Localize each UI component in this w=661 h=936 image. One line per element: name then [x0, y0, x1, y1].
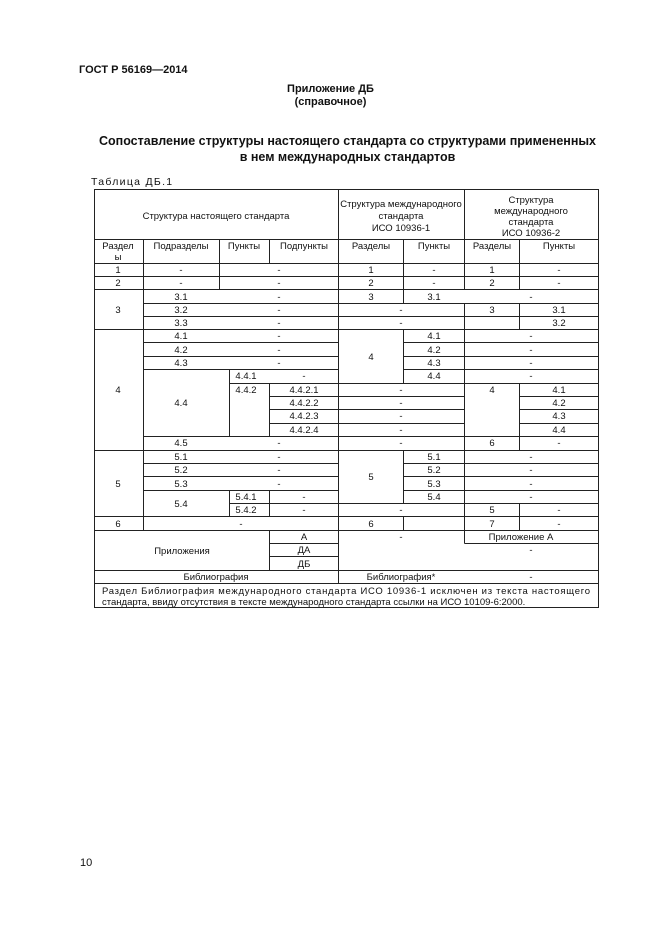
- s4-r43-iso1: 4.3: [427, 358, 441, 369]
- head-iso1-line3: ИСО 10936-1: [371, 223, 431, 234]
- s3-razdel: 3: [115, 305, 121, 316]
- s4-r4421-iso1: -: [399, 385, 403, 396]
- s1-iso2-razdel: 1: [489, 265, 495, 276]
- s6-razdel: 6: [115, 519, 121, 530]
- s2-iso2-razdel: 2: [489, 278, 495, 289]
- footnote-line-2: стандарта, ввиду отсутствия в тексте международного стандарта ссылки на ИСО 10109-6:2000.: [102, 597, 526, 608]
- s3-r31-iso2: -: [529, 292, 533, 303]
- s5-r52: 5.2: [174, 465, 188, 476]
- appendices-iso2: -: [529, 545, 533, 556]
- appendices-iso2-label: Приложение А: [488, 532, 554, 543]
- appendix-da: ДА: [297, 545, 311, 556]
- s3-r32: 3.2: [174, 305, 188, 316]
- head-iso2-line1: Структура: [508, 195, 554, 206]
- bibliography-iso1: Библиография*: [366, 572, 436, 583]
- bibliography-label: Библиография: [183, 572, 249, 583]
- s3-r32-iso1: -: [399, 305, 403, 316]
- iso1-sections: Разделы: [351, 241, 391, 252]
- appendices-iso1: -: [399, 532, 403, 543]
- s5-r53: 5.3: [174, 479, 188, 490]
- s6-iso1-razdel: 6: [368, 519, 374, 530]
- col-subclauses: Подпункты: [279, 241, 329, 252]
- s2-iso1-punkt: -: [432, 278, 436, 289]
- s1-razdel: 1: [115, 265, 121, 276]
- s4-r4423-iso2: 4.3: [552, 411, 566, 422]
- s4-r4424: 4.4.2.4: [289, 425, 319, 436]
- s5-r541-iso2: -: [529, 492, 533, 503]
- s4-r41-punkty: -: [277, 331, 281, 342]
- s5-r542-iso2-razdel: 5: [489, 505, 495, 516]
- s5-r53-iso2: -: [529, 479, 533, 490]
- s3-r32-iso2-punkt: 3.1: [552, 305, 566, 316]
- bibliography-iso2: -: [529, 572, 533, 583]
- s5-razdel: 5: [115, 479, 121, 490]
- s2-iso2-punkt: -: [557, 278, 561, 289]
- s4-r45-iso1: -: [399, 438, 403, 449]
- s5-r52-iso2: -: [529, 465, 533, 476]
- page-number: 10: [80, 857, 93, 869]
- s4-r4424-iso1: -: [399, 425, 403, 436]
- head-iso2-line4: ИСО 10936-2: [501, 228, 561, 239]
- s4-r441-punkty: -: [302, 371, 306, 382]
- head-structure-current: Структура настоящего стандарта: [142, 211, 290, 222]
- col-clauses: Пункты: [227, 241, 261, 252]
- s4-r4423: 4.4.2.3: [289, 411, 319, 422]
- s4-r43-iso2: -: [529, 358, 533, 369]
- s4-r4424-iso2: 4.4: [552, 425, 566, 436]
- s3-r31-iso1-razdel: 3: [368, 292, 374, 303]
- s3-r32-iso2-razdel: 3: [489, 305, 495, 316]
- s6-iso2-punkt: -: [557, 519, 561, 530]
- s4-r4422-iso2: 4.2: [552, 398, 566, 409]
- s5-r51-iso2: -: [529, 452, 533, 463]
- s3-r33: 3.3: [174, 318, 188, 329]
- s4-r441-iso2: -: [529, 371, 533, 382]
- s5-iso1-razdel: 5: [368, 472, 374, 483]
- s3-r31-punkty: -: [277, 292, 281, 303]
- s4-r4422: 4.4.2.2: [289, 398, 319, 409]
- s4-r4422-iso1: -: [399, 398, 403, 409]
- s4-r441-iso1: 4.4: [427, 371, 441, 382]
- s4-r43: 4.3: [174, 358, 188, 369]
- s5-r541-punkty: -: [302, 492, 306, 503]
- s5-r542-iso2-punkt: -: [557, 505, 561, 516]
- s5-r52-iso1: 5.2: [427, 465, 441, 476]
- document-header: ГОСТ Р 56169—2014: [79, 64, 188, 76]
- col-subsections: Подразделы: [153, 241, 209, 252]
- col-sections-l2: ы: [114, 252, 122, 263]
- appendix-title: Приложение ДБ: [287, 83, 374, 95]
- col-sections-l1: Раздел: [102, 241, 134, 252]
- s6-iso2-razdel: 7: [489, 519, 495, 530]
- s4-r45-iso2-punkt: -: [557, 438, 561, 449]
- s1-punkty: -: [277, 265, 281, 276]
- iso1-clauses: Пункты: [417, 241, 451, 252]
- s5-r52-punkty: -: [277, 465, 281, 476]
- s2-razdel: 2: [115, 278, 121, 289]
- iso2-sections: Разделы: [472, 241, 512, 252]
- s1-iso2-punkt: -: [557, 265, 561, 276]
- head-iso1-line2: стандарта: [378, 211, 424, 222]
- s3-r33-punkty: -: [277, 318, 281, 329]
- s4-razdel: 4: [115, 385, 121, 396]
- head-iso2-line2: международного: [494, 206, 568, 217]
- title-line-1: Сопоставление структуры настоящего стандарта со структурами примененных: [99, 134, 596, 148]
- appendix-db: ДБ: [297, 559, 311, 570]
- head-iso1-line1: Структура международного: [340, 199, 462, 210]
- s4-r45-punkty: -: [277, 438, 281, 449]
- s5-r542: 5.4.2: [235, 505, 257, 516]
- s4-r43-punkty: -: [277, 358, 281, 369]
- s4-r44: 4.4: [174, 398, 188, 409]
- footnote-line-1: Раздел Библиография международного стандарта ИСО 10936-1 исключен из текста настоящего: [102, 586, 590, 597]
- s1-iso1-punkt: -: [432, 265, 436, 276]
- s3-r32-punkty: -: [277, 305, 281, 316]
- s4-r41-iso1: 4.1: [427, 331, 441, 342]
- s3-r31: 3.1: [174, 292, 188, 303]
- s5-r53-iso1: 5.3: [427, 479, 441, 490]
- s4-r42-iso1: 4.2: [427, 345, 441, 356]
- s5-r542-iso1: -: [399, 505, 403, 516]
- s4-r442-iso2-razdel: 4: [489, 385, 495, 396]
- s5-r53-punkty: -: [277, 479, 281, 490]
- s4-r42-iso2: -: [529, 345, 533, 356]
- s2-iso1-razdel: 2: [368, 278, 374, 289]
- s5-r541-iso1: 5.4: [427, 492, 441, 503]
- s4-r45-iso2-razdel: 6: [489, 438, 495, 449]
- s5-r51-iso1: 5.1: [427, 452, 441, 463]
- s4-iso1-razdel: 4: [368, 352, 374, 363]
- s6-podrazdel: -: [239, 519, 243, 530]
- table-caption: Таблица ДБ.1: [91, 176, 174, 188]
- appendices-label: Приложения: [154, 546, 210, 557]
- s5-r542-punkty: -: [302, 505, 306, 516]
- s2-podrazdel: -: [179, 278, 183, 289]
- s3-r31-iso1-punkt: 3.1: [427, 292, 441, 303]
- appendix-a: А: [300, 532, 308, 543]
- s4-r45: 4.5: [174, 438, 188, 449]
- iso2-clauses: Пункты: [542, 241, 576, 252]
- s4-r41: 4.1: [174, 331, 188, 342]
- s3-r33-iso2-punkt: 3.2: [552, 318, 566, 329]
- s4-r442: 4.4.2: [235, 385, 257, 396]
- s4-r4423-iso1: -: [399, 411, 403, 422]
- s3-r33-iso1: -: [399, 318, 403, 329]
- s4-r41-iso2: -: [529, 331, 533, 342]
- s1-podrazdel: -: [179, 265, 183, 276]
- s2-punkty: -: [277, 278, 281, 289]
- s4-r441: 4.4.1: [235, 371, 257, 382]
- s5-r541: 5.4.1: [235, 492, 257, 503]
- s4-r42-punkty: -: [277, 345, 281, 356]
- s4-r42: 4.2: [174, 345, 188, 356]
- s1-iso1-razdel: 1: [368, 265, 374, 276]
- appendix-type: (справочное): [294, 96, 367, 108]
- s5-r51-punkty: -: [277, 452, 281, 463]
- s4-r4421: 4.4.2.1: [289, 385, 319, 396]
- s5-r51: 5.1: [174, 452, 188, 463]
- s4-r4421-iso2: 4.1: [552, 385, 566, 396]
- title-line-2: в нем международных стандартов: [239, 150, 456, 164]
- head-iso2-line3: стандарта: [508, 217, 554, 228]
- table-grid: [95, 190, 599, 608]
- s5-r54: 5.4: [174, 499, 188, 510]
